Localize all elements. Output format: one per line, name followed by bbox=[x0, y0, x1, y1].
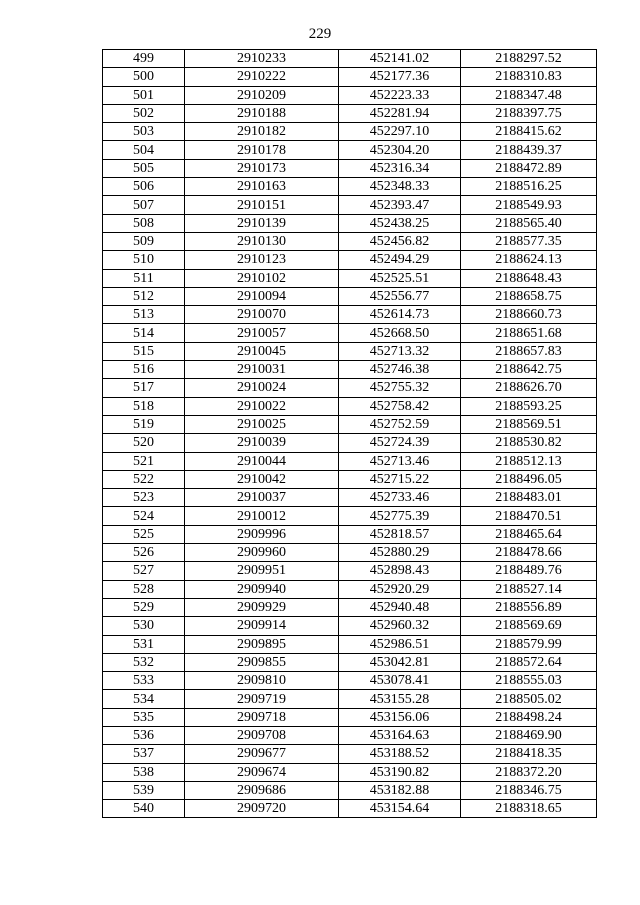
x-coordinate-cell: 452758.42 bbox=[339, 397, 461, 415]
point-number-cell: 529 bbox=[103, 598, 185, 616]
y-coordinate-cell: 2188496.05 bbox=[461, 470, 597, 488]
y-coordinate-cell: 2188648.43 bbox=[461, 269, 597, 287]
point-number-cell: 510 bbox=[103, 251, 185, 269]
x-coordinate-cell: 453042.81 bbox=[339, 653, 461, 671]
table-row bbox=[103, 489, 597, 507]
code-cell: 2909895 bbox=[185, 635, 339, 653]
point-number-cell: 501 bbox=[103, 86, 185, 104]
point-number-cell: 525 bbox=[103, 525, 185, 543]
code-cell: 2910012 bbox=[185, 507, 339, 525]
x-coordinate-cell: 453182.88 bbox=[339, 781, 461, 799]
code-cell: 2910123 bbox=[185, 251, 339, 269]
x-coordinate-cell: 452438.25 bbox=[339, 214, 461, 232]
table-row bbox=[103, 452, 597, 470]
y-coordinate-cell: 2188498.24 bbox=[461, 708, 597, 726]
point-number-cell: 536 bbox=[103, 726, 185, 744]
point-number-cell: 526 bbox=[103, 544, 185, 562]
point-number-cell: 516 bbox=[103, 361, 185, 379]
x-coordinate-cell: 452733.46 bbox=[339, 489, 461, 507]
point-number-cell: 502 bbox=[103, 104, 185, 122]
table-row bbox=[103, 580, 597, 598]
x-coordinate-cell: 452724.39 bbox=[339, 434, 461, 452]
y-coordinate-cell: 2188397.75 bbox=[461, 104, 597, 122]
point-number-cell: 507 bbox=[103, 196, 185, 214]
table-row bbox=[103, 232, 597, 250]
code-cell: 2909914 bbox=[185, 617, 339, 635]
code-cell: 2909686 bbox=[185, 781, 339, 799]
y-coordinate-cell: 2188483.01 bbox=[461, 489, 597, 507]
code-cell: 2909940 bbox=[185, 580, 339, 598]
x-coordinate-cell: 452494.29 bbox=[339, 251, 461, 269]
code-cell: 2910209 bbox=[185, 86, 339, 104]
x-coordinate-cell: 452818.57 bbox=[339, 525, 461, 543]
y-coordinate-cell: 2188505.02 bbox=[461, 690, 597, 708]
x-coordinate-cell: 453156.06 bbox=[339, 708, 461, 726]
point-number-cell: 500 bbox=[103, 68, 185, 86]
x-coordinate-cell: 453155.28 bbox=[339, 690, 461, 708]
point-number-cell: 511 bbox=[103, 269, 185, 287]
code-cell: 2909677 bbox=[185, 745, 339, 763]
table-row bbox=[103, 562, 597, 580]
point-number-cell: 506 bbox=[103, 178, 185, 196]
y-coordinate-cell: 2188318.65 bbox=[461, 800, 597, 818]
point-number-cell: 528 bbox=[103, 580, 185, 598]
table-body bbox=[103, 50, 597, 818]
table-row bbox=[103, 397, 597, 415]
point-number-cell: 514 bbox=[103, 324, 185, 342]
table-row bbox=[103, 342, 597, 360]
point-number-cell: 523 bbox=[103, 489, 185, 507]
x-coordinate-cell: 452525.51 bbox=[339, 269, 461, 287]
x-coordinate-cell: 452755.32 bbox=[339, 379, 461, 397]
x-coordinate-cell: 452393.47 bbox=[339, 196, 461, 214]
code-cell: 2910057 bbox=[185, 324, 339, 342]
x-coordinate-cell: 452348.33 bbox=[339, 178, 461, 196]
x-coordinate-cell: 452281.94 bbox=[339, 104, 461, 122]
y-coordinate-cell: 2188642.75 bbox=[461, 361, 597, 379]
y-coordinate-cell: 2188530.82 bbox=[461, 434, 597, 452]
code-cell: 2910130 bbox=[185, 232, 339, 250]
table-row bbox=[103, 269, 597, 287]
y-coordinate-cell: 2188512.13 bbox=[461, 452, 597, 470]
x-coordinate-cell: 453078.41 bbox=[339, 672, 461, 690]
code-cell: 2909810 bbox=[185, 672, 339, 690]
y-coordinate-cell: 2188624.13 bbox=[461, 251, 597, 269]
y-coordinate-cell: 2188549.93 bbox=[461, 196, 597, 214]
page-number: 229 bbox=[308, 26, 332, 42]
table-row bbox=[103, 68, 597, 86]
coordinates-table bbox=[102, 49, 597, 818]
x-coordinate-cell: 452556.77 bbox=[339, 287, 461, 305]
code-cell: 2910222 bbox=[185, 68, 339, 86]
y-coordinate-cell: 2188478.66 bbox=[461, 544, 597, 562]
x-coordinate-cell: 453154.64 bbox=[339, 800, 461, 818]
x-coordinate-cell: 452713.32 bbox=[339, 342, 461, 360]
table-row bbox=[103, 104, 597, 122]
y-coordinate-cell: 2188565.40 bbox=[461, 214, 597, 232]
y-coordinate-cell: 2188310.83 bbox=[461, 68, 597, 86]
table-row bbox=[103, 635, 597, 653]
code-cell: 2910024 bbox=[185, 379, 339, 397]
table-row bbox=[103, 690, 597, 708]
table-row bbox=[103, 544, 597, 562]
table-row bbox=[103, 196, 597, 214]
code-cell: 2909996 bbox=[185, 525, 339, 543]
code-cell: 2910102 bbox=[185, 269, 339, 287]
code-cell: 2909951 bbox=[185, 562, 339, 580]
point-number-cell: 508 bbox=[103, 214, 185, 232]
x-coordinate-cell: 453190.82 bbox=[339, 763, 461, 781]
point-number-cell: 527 bbox=[103, 562, 185, 580]
point-number-cell: 505 bbox=[103, 159, 185, 177]
y-coordinate-cell: 2188469.90 bbox=[461, 726, 597, 744]
x-coordinate-cell: 452668.50 bbox=[339, 324, 461, 342]
code-cell: 2909929 bbox=[185, 598, 339, 616]
code-cell: 2910042 bbox=[185, 470, 339, 488]
table-row bbox=[103, 800, 597, 818]
x-coordinate-cell: 452986.51 bbox=[339, 635, 461, 653]
table-row bbox=[103, 159, 597, 177]
table-row bbox=[103, 434, 597, 452]
point-number-cell: 518 bbox=[103, 397, 185, 415]
code-cell: 2910039 bbox=[185, 434, 339, 452]
code-cell: 2910022 bbox=[185, 397, 339, 415]
code-cell: 2909674 bbox=[185, 763, 339, 781]
point-number-cell: 531 bbox=[103, 635, 185, 653]
point-number-cell: 537 bbox=[103, 745, 185, 763]
x-coordinate-cell: 452713.46 bbox=[339, 452, 461, 470]
table-row bbox=[103, 50, 597, 68]
table-row bbox=[103, 745, 597, 763]
point-number-cell: 540 bbox=[103, 800, 185, 818]
x-coordinate-cell: 452141.02 bbox=[339, 50, 461, 68]
table-row bbox=[103, 324, 597, 342]
x-coordinate-cell: 452920.29 bbox=[339, 580, 461, 598]
code-cell: 2909720 bbox=[185, 800, 339, 818]
x-coordinate-cell: 452960.32 bbox=[339, 617, 461, 635]
table-row bbox=[103, 507, 597, 525]
x-coordinate-cell: 452304.20 bbox=[339, 141, 461, 159]
table-row bbox=[103, 379, 597, 397]
point-number-cell: 504 bbox=[103, 141, 185, 159]
x-coordinate-cell: 452775.39 bbox=[339, 507, 461, 525]
point-number-cell: 513 bbox=[103, 306, 185, 324]
y-coordinate-cell: 2188555.03 bbox=[461, 672, 597, 690]
code-cell: 2910139 bbox=[185, 214, 339, 232]
point-number-cell: 535 bbox=[103, 708, 185, 726]
y-coordinate-cell: 2188556.89 bbox=[461, 598, 597, 616]
y-coordinate-cell: 2188569.69 bbox=[461, 617, 597, 635]
x-coordinate-cell: 453164.63 bbox=[339, 726, 461, 744]
x-coordinate-cell: 452715.22 bbox=[339, 470, 461, 488]
y-coordinate-cell: 2188347.48 bbox=[461, 86, 597, 104]
point-number-cell: 524 bbox=[103, 507, 185, 525]
x-coordinate-cell: 452614.73 bbox=[339, 306, 461, 324]
point-number-cell: 499 bbox=[103, 50, 185, 68]
table-row bbox=[103, 763, 597, 781]
y-coordinate-cell: 2188489.76 bbox=[461, 562, 597, 580]
table-row bbox=[103, 178, 597, 196]
y-coordinate-cell: 2188472.89 bbox=[461, 159, 597, 177]
y-coordinate-cell: 2188465.64 bbox=[461, 525, 597, 543]
y-coordinate-cell: 2188593.25 bbox=[461, 397, 597, 415]
y-coordinate-cell: 2188657.83 bbox=[461, 342, 597, 360]
x-coordinate-cell: 452456.82 bbox=[339, 232, 461, 250]
x-coordinate-cell: 453188.52 bbox=[339, 745, 461, 763]
code-cell: 2910188 bbox=[185, 104, 339, 122]
x-coordinate-cell: 452297.10 bbox=[339, 123, 461, 141]
x-coordinate-cell: 452940.48 bbox=[339, 598, 461, 616]
code-cell: 2910031 bbox=[185, 361, 339, 379]
point-number-cell: 515 bbox=[103, 342, 185, 360]
table-row bbox=[103, 123, 597, 141]
code-cell: 2910233 bbox=[185, 50, 339, 68]
y-coordinate-cell: 2188579.99 bbox=[461, 635, 597, 653]
code-cell: 2909855 bbox=[185, 653, 339, 671]
y-coordinate-cell: 2188516.25 bbox=[461, 178, 597, 196]
point-number-cell: 517 bbox=[103, 379, 185, 397]
code-cell: 2910045 bbox=[185, 342, 339, 360]
code-cell: 2910182 bbox=[185, 123, 339, 141]
code-cell: 2910173 bbox=[185, 159, 339, 177]
code-cell: 2910178 bbox=[185, 141, 339, 159]
y-coordinate-cell: 2188577.35 bbox=[461, 232, 597, 250]
table-row bbox=[103, 781, 597, 799]
y-coordinate-cell: 2188415.62 bbox=[461, 123, 597, 141]
y-coordinate-cell: 2188297.52 bbox=[461, 50, 597, 68]
table-row bbox=[103, 306, 597, 324]
y-coordinate-cell: 2188626.70 bbox=[461, 379, 597, 397]
table-row bbox=[103, 672, 597, 690]
x-coordinate-cell: 452746.38 bbox=[339, 361, 461, 379]
code-cell: 2910151 bbox=[185, 196, 339, 214]
table-row bbox=[103, 726, 597, 744]
y-coordinate-cell: 2188660.73 bbox=[461, 306, 597, 324]
y-coordinate-cell: 2188572.64 bbox=[461, 653, 597, 671]
table-row bbox=[103, 214, 597, 232]
x-coordinate-cell: 452316.34 bbox=[339, 159, 461, 177]
table-row bbox=[103, 251, 597, 269]
y-coordinate-cell: 2188439.37 bbox=[461, 141, 597, 159]
point-number-cell: 532 bbox=[103, 653, 185, 671]
point-number-cell: 530 bbox=[103, 617, 185, 635]
table-row bbox=[103, 361, 597, 379]
point-number-cell: 509 bbox=[103, 232, 185, 250]
point-number-cell: 538 bbox=[103, 763, 185, 781]
table-row bbox=[103, 708, 597, 726]
x-coordinate-cell: 452898.43 bbox=[339, 562, 461, 580]
y-coordinate-cell: 2188372.20 bbox=[461, 763, 597, 781]
code-cell: 2910163 bbox=[185, 178, 339, 196]
x-coordinate-cell: 452223.33 bbox=[339, 86, 461, 104]
x-coordinate-cell: 452880.29 bbox=[339, 544, 461, 562]
y-coordinate-cell: 2188569.51 bbox=[461, 415, 597, 433]
table-row bbox=[103, 415, 597, 433]
point-number-cell: 503 bbox=[103, 123, 185, 141]
code-cell: 2909708 bbox=[185, 726, 339, 744]
code-cell: 2910044 bbox=[185, 452, 339, 470]
code-cell: 2909718 bbox=[185, 708, 339, 726]
point-number-cell: 522 bbox=[103, 470, 185, 488]
table-row bbox=[103, 86, 597, 104]
table-row bbox=[103, 598, 597, 616]
x-coordinate-cell: 452177.36 bbox=[339, 68, 461, 86]
code-cell: 2910025 bbox=[185, 415, 339, 433]
point-number-cell: 539 bbox=[103, 781, 185, 799]
table-row bbox=[103, 470, 597, 488]
y-coordinate-cell: 2188658.75 bbox=[461, 287, 597, 305]
code-cell: 2910094 bbox=[185, 287, 339, 305]
point-number-cell: 512 bbox=[103, 287, 185, 305]
point-number-cell: 533 bbox=[103, 672, 185, 690]
code-cell: 2910070 bbox=[185, 306, 339, 324]
y-coordinate-cell: 2188418.35 bbox=[461, 745, 597, 763]
table-row bbox=[103, 287, 597, 305]
table-row bbox=[103, 525, 597, 543]
table-row bbox=[103, 141, 597, 159]
point-number-cell: 521 bbox=[103, 452, 185, 470]
point-number-cell: 520 bbox=[103, 434, 185, 452]
y-coordinate-cell: 2188346.75 bbox=[461, 781, 597, 799]
table-row bbox=[103, 653, 597, 671]
point-number-cell: 534 bbox=[103, 690, 185, 708]
y-coordinate-cell: 2188527.14 bbox=[461, 580, 597, 598]
x-coordinate-cell: 452752.59 bbox=[339, 415, 461, 433]
y-coordinate-cell: 2188470.51 bbox=[461, 507, 597, 525]
table-row bbox=[103, 617, 597, 635]
y-coordinate-cell: 2188651.68 bbox=[461, 324, 597, 342]
code-cell: 2909719 bbox=[185, 690, 339, 708]
code-cell: 2910037 bbox=[185, 489, 339, 507]
point-number-cell: 519 bbox=[103, 415, 185, 433]
code-cell: 2909960 bbox=[185, 544, 339, 562]
